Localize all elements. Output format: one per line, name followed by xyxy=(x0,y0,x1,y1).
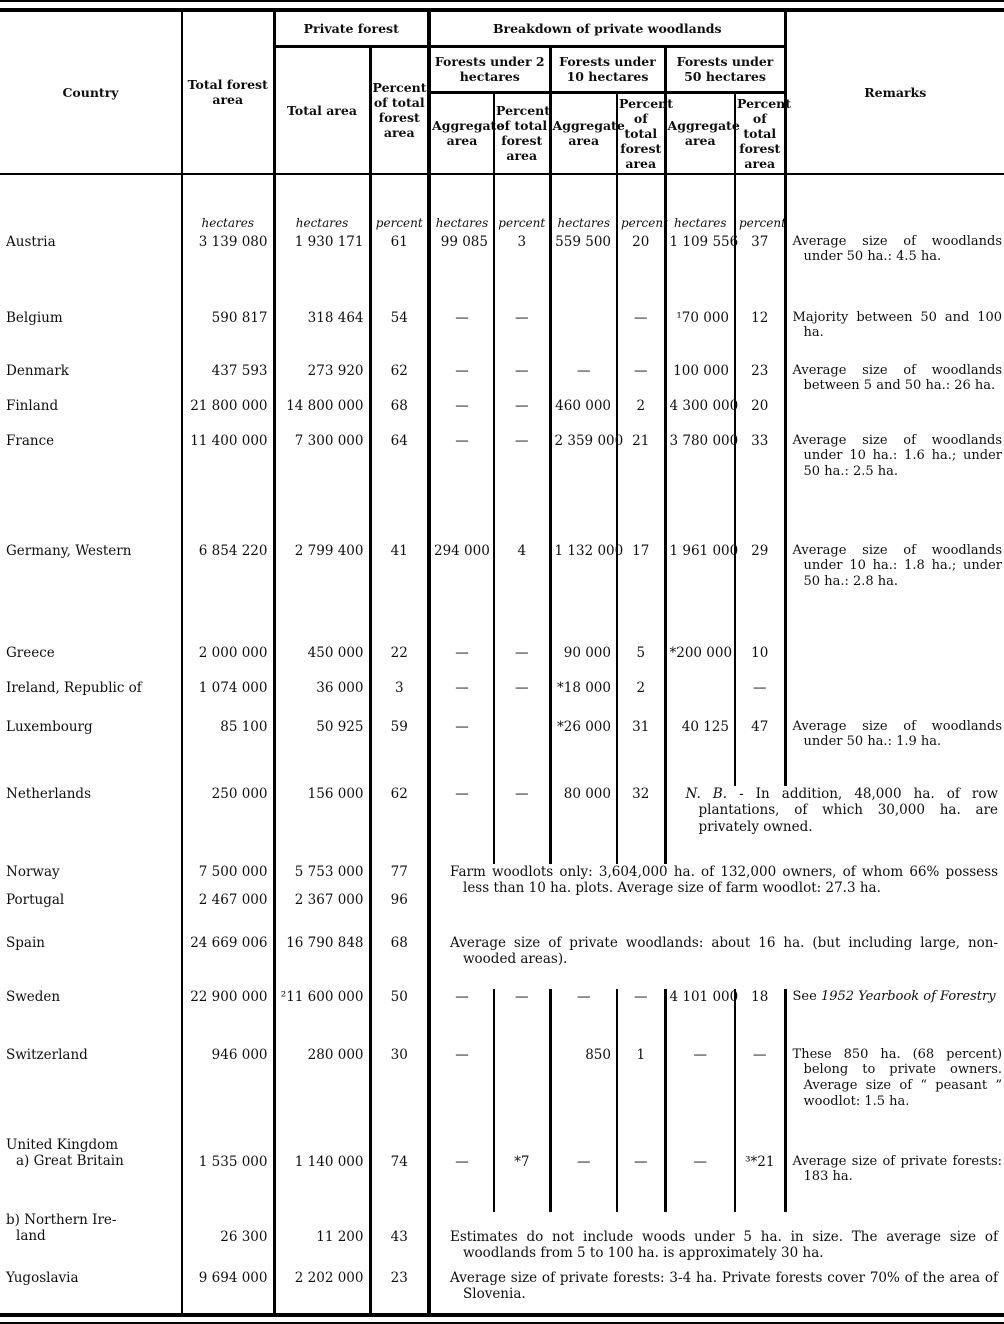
under10-area-cell: 80 000 xyxy=(550,786,617,864)
col-group-breakdown: Breakdown of private woodlands xyxy=(429,10,785,46)
under10-pct-cell: 5 xyxy=(617,645,665,680)
table-row xyxy=(0,864,1004,892)
country-cell: Yugoslavia xyxy=(6,1269,79,1286)
total-area-cell: 1 535 000 xyxy=(182,1137,274,1212)
under10-pct-cell: 32 xyxy=(617,786,665,864)
table-row xyxy=(0,363,1004,398)
country-cell: Netherlands xyxy=(6,785,91,802)
country-cell: Germany, Western xyxy=(6,542,132,559)
under2-area-cell: — xyxy=(429,719,494,786)
under50-pct-cell: 47 xyxy=(735,719,785,786)
under10-pct-cell: 2 xyxy=(617,398,665,433)
country-cell: Spain xyxy=(6,934,45,951)
table-row xyxy=(0,1137,1004,1212)
country-cell: Luxembourg xyxy=(6,718,93,735)
table-row xyxy=(0,543,1004,645)
table-row xyxy=(0,1212,1004,1270)
note-text-part: - In addition, 48,000 ha. of row plantations, of which 30,000 ha. are privately owned. xyxy=(698,785,999,836)
col-header-aggregate-area: Aggregate area xyxy=(429,92,494,174)
private-total-cell: 318 464 xyxy=(274,310,370,363)
private-total-cell: 36 000 xyxy=(274,680,370,719)
private-total-cell: 50 925 xyxy=(274,719,370,786)
under10-pct-cell: — xyxy=(617,989,665,1047)
table-row xyxy=(0,310,1004,363)
country-line-1: United Kingdom xyxy=(6,1136,119,1153)
private-total-cell: 14 800 000 xyxy=(274,398,370,433)
remark-text-part: See xyxy=(792,988,821,1004)
private-total-cell: 5 753 000 xyxy=(274,864,370,892)
private-total-cell: 16 790 848 xyxy=(274,935,370,989)
under2-pct-cell: — xyxy=(494,363,550,398)
under2-pct-cell: — xyxy=(494,645,550,680)
under50-pct-cell: 37 xyxy=(735,234,785,310)
col-group-under-2ha: Forests under 2 hectares xyxy=(429,46,550,92)
under2-area-cell: — xyxy=(429,680,494,719)
under2-area-cell: — xyxy=(429,310,494,363)
table-row xyxy=(0,989,1004,1047)
spanning-note-cell: Estimates do not include woods under 5 ha. in size. The average size of woodlands from 5 to 100 ha. is approximately 30 ha. xyxy=(429,1212,1004,1270)
under2-pct-cell: — xyxy=(494,310,550,363)
under2-area-cell: — xyxy=(429,398,494,433)
under50-pct-cell: 23 xyxy=(735,363,785,398)
unit-label: hectares xyxy=(274,174,370,234)
col-header-percent: Percent of total forest area xyxy=(735,92,785,174)
total-area-cell: 1 074 000 xyxy=(182,680,274,719)
header-row-1 xyxy=(0,10,1004,46)
under50-pct-cell: 33 xyxy=(735,433,785,543)
spanning-note-cell: Average size of private forests: 3-4 ha. Private forests cover 70% of the area of Slovenia. xyxy=(429,1270,1004,1315)
private-pct-cell: 22 xyxy=(370,645,429,680)
private-pct-cell: 96 xyxy=(370,892,429,935)
private-pct-cell: 62 xyxy=(370,786,429,864)
country-line-2: a) Great Britain xyxy=(16,1152,124,1169)
col-header-remarks: Remarks xyxy=(785,10,1004,174)
under10-area-cell: — xyxy=(550,1137,617,1212)
bottom-rule xyxy=(0,1322,1004,1324)
spanning-note-cell: Average size of private woodlands: about 16 ha. (but including large, non-wooded areas). xyxy=(429,935,1004,989)
table-row xyxy=(0,645,1004,680)
under10-pct-cell: 2 xyxy=(617,680,665,719)
total-area-cell: 9 694 000 xyxy=(182,1270,274,1315)
under10-area-cell: — xyxy=(550,989,617,1047)
private-pct-cell: 50 xyxy=(370,989,429,1047)
table-row xyxy=(0,1270,1004,1315)
private-pct-cell: 54 xyxy=(370,310,429,363)
country-cell: Ireland, Republic of xyxy=(6,679,142,696)
remark-cell: Average size of private forests: 183 ha. xyxy=(785,1137,1004,1212)
under50-pct-cell: 18 xyxy=(735,989,785,1047)
remark-cell xyxy=(785,680,1004,719)
remark-cell: Majority between 50 and 100 ha. xyxy=(785,310,1004,363)
col-header-private-percent: Percent of total forest area xyxy=(370,46,429,174)
table-row xyxy=(0,719,1004,786)
under50-pct-cell: 12 xyxy=(735,310,785,363)
col-group-under-10ha: Forests under 10 hectares xyxy=(550,46,665,92)
under2-pct-cell: — xyxy=(494,989,550,1047)
col-header-total-forest-area: Total forest area xyxy=(182,10,274,174)
private-pct-cell: 74 xyxy=(370,1137,429,1212)
table-row xyxy=(0,786,1004,864)
country-cell: Greece xyxy=(6,644,55,661)
under10-pct-cell: 31 xyxy=(617,719,665,786)
country-cell: Austria xyxy=(6,233,56,250)
under50-pct-cell: ³*21 xyxy=(735,1137,785,1212)
units-row xyxy=(0,174,1004,234)
under2-pct-cell: 4 xyxy=(494,543,550,645)
under50-area-cell xyxy=(665,680,735,719)
country-cell: Switzerland xyxy=(6,1046,88,1063)
remark-cell: Average size of woodlands under 50 ha.: 1.9 ha. xyxy=(785,719,1004,786)
private-pct-cell: 68 xyxy=(370,935,429,989)
under10-pct-cell: — xyxy=(617,1137,665,1212)
total-area-cell: 437 593 xyxy=(182,363,274,398)
col-header-percent: Percent of total forest area xyxy=(494,92,550,174)
note-italic-part: N. B. xyxy=(685,785,728,802)
private-total-cell: 156 000 xyxy=(274,786,370,864)
under10-pct-cell: 17 xyxy=(617,543,665,645)
remark-cell: Average size of woodlands under 10 ha.: 1.6 ha.; under 50 ha.: 2.5 ha. xyxy=(785,433,1004,543)
under2-pct-cell: *7 xyxy=(494,1137,550,1212)
country-cell: Portugal xyxy=(6,891,65,908)
under2-area-cell: — xyxy=(429,433,494,543)
under10-area-cell: 559 500 xyxy=(550,234,617,310)
private-total-cell: 450 000 xyxy=(274,645,370,680)
under50-pct-cell: — xyxy=(735,680,785,719)
unit-label: percent xyxy=(494,174,550,234)
under50-pct-cell: — xyxy=(735,1047,785,1137)
under10-pct-cell: — xyxy=(617,310,665,363)
col-header-percent: Percent of total forest area xyxy=(617,92,665,174)
under2-area-cell: 99 085 xyxy=(429,234,494,310)
under50-area-cell: 40 125 xyxy=(665,719,735,786)
top-rule xyxy=(0,0,1004,2)
under50-area-cell: — xyxy=(665,1047,735,1137)
private-pct-cell: 30 xyxy=(370,1047,429,1137)
under50-area-cell: *200 000 xyxy=(665,645,735,680)
units-blank xyxy=(785,174,1004,234)
under10-area-cell: 850 xyxy=(550,1047,617,1137)
under10-pct-cell: — xyxy=(617,363,665,398)
under50-area-cell: — xyxy=(665,1137,735,1212)
table-row xyxy=(0,433,1004,543)
total-area-cell: 946 000 xyxy=(182,1047,274,1137)
private-total-cell: 280 000 xyxy=(274,1047,370,1137)
under10-area-cell: 90 000 xyxy=(550,645,617,680)
under50-pct-cell: 29 xyxy=(735,543,785,645)
table-row xyxy=(0,234,1004,310)
table-row xyxy=(0,680,1004,719)
total-area-cell: 85 100 xyxy=(182,719,274,786)
under50-area-cell: 1 961 000 xyxy=(665,543,735,645)
units-blank xyxy=(0,174,182,234)
country-cell: Denmark xyxy=(6,362,69,379)
under10-area-cell: *26 000 xyxy=(550,719,617,786)
under10-area-cell: 1 132 000 xyxy=(550,543,617,645)
unit-label: hectares xyxy=(182,174,274,234)
total-area-cell: 24 669 006 xyxy=(182,935,274,989)
private-total-cell: ²11 600 000 xyxy=(274,989,370,1047)
country-cell: France xyxy=(6,432,55,449)
under10-area-cell xyxy=(550,310,617,363)
under50-pct-cell: 10 xyxy=(735,645,785,680)
under50-area-cell: ¹70 000 xyxy=(665,310,735,363)
remark-cell: Average size of woodlands under 50 ha.: 4.5 ha. xyxy=(785,234,1004,310)
table-row xyxy=(0,935,1004,989)
total-area-cell: 2 000 000 xyxy=(182,645,274,680)
unit-label: hectares xyxy=(665,174,735,234)
under10-area-cell: 2 359 000 xyxy=(550,433,617,543)
under2-area-cell: 294 000 xyxy=(429,543,494,645)
total-area-cell: 2 467 000 xyxy=(182,892,274,935)
remark-cell xyxy=(785,645,1004,680)
under2-pct-cell xyxy=(494,719,550,786)
country-line-2: land xyxy=(16,1227,46,1244)
under50-area-cell: 100 000 xyxy=(665,363,735,398)
private-total-cell: 273 920 xyxy=(274,363,370,398)
remark-cell: Average size of woodlands under 10 ha.: 1.8 ha.; under 50 ha.: 2.8 ha. xyxy=(785,543,1004,645)
private-total-cell: 2 202 000 xyxy=(274,1270,370,1315)
country-cell: Sweden xyxy=(6,988,61,1005)
under10-area-cell: — xyxy=(550,363,617,398)
under2-area-cell: — xyxy=(429,1137,494,1212)
private-pct-cell: 68 xyxy=(370,398,429,433)
under10-pct-cell: 21 xyxy=(617,433,665,543)
total-area-cell: 250 000 xyxy=(182,786,274,864)
private-pct-cell: 23 xyxy=(370,1270,429,1315)
under2-area-cell: — xyxy=(429,1047,494,1137)
under10-area-cell: 460 000 xyxy=(550,398,617,433)
country-cell: Finland xyxy=(6,397,59,414)
private-pct-cell: 62 xyxy=(370,363,429,398)
unit-label: percent xyxy=(370,174,429,234)
col-header-private-total-area: Total area xyxy=(274,46,370,174)
country-cell: Norway xyxy=(6,863,60,880)
private-pct-cell: 64 xyxy=(370,433,429,543)
under50-area-cell: 4 101 000 xyxy=(665,989,735,1047)
col-header-aggregate-area: Aggregate area xyxy=(550,92,617,174)
under2-pct-cell: — xyxy=(494,680,550,719)
under2-pct-cell: 3 xyxy=(494,234,550,310)
private-total-cell: 11 200 xyxy=(274,1212,370,1270)
private-pct-cell: 59 xyxy=(370,719,429,786)
spanning-note-cell xyxy=(665,786,1004,864)
remark-cell: Average size of woodlands between 5 and 50 ha.: 26 ha. xyxy=(785,363,1004,433)
total-area-cell: 590 817 xyxy=(182,310,274,363)
country-cell: Belgium xyxy=(6,309,63,326)
under10-pct-cell: 20 xyxy=(617,234,665,310)
total-area-cell: 3 139 080 xyxy=(182,234,274,310)
under2-area-cell: — xyxy=(429,363,494,398)
under2-area-cell: — xyxy=(429,989,494,1047)
private-pct-cell: 77 xyxy=(370,864,429,892)
total-area-cell: 7 500 000 xyxy=(182,864,274,892)
total-area-cell: 26 300 xyxy=(182,1212,274,1270)
under2-pct-cell xyxy=(494,1047,550,1137)
unit-label: percent xyxy=(735,174,785,234)
unit-label: hectares xyxy=(550,174,617,234)
private-pct-cell: 41 xyxy=(370,543,429,645)
under50-pct-cell: 20 xyxy=(735,398,785,433)
unit-label: percent xyxy=(617,174,665,234)
country-line-1: b) Northern Ire- xyxy=(6,1211,117,1228)
under2-pct-cell: — xyxy=(494,786,550,864)
country-cell xyxy=(0,1212,182,1270)
remark-cell xyxy=(785,989,1004,1047)
private-total-cell: 7 300 000 xyxy=(274,433,370,543)
under50-area-cell: 4 300 000 xyxy=(665,398,735,433)
private-total-cell: 1 140 000 xyxy=(274,1137,370,1212)
country-cell xyxy=(0,1137,182,1212)
total-area-cell: 21 800 000 xyxy=(182,398,274,433)
under10-area-cell: *18 000 xyxy=(550,680,617,719)
private-pct-cell: 61 xyxy=(370,234,429,310)
forest-statistics-table xyxy=(0,8,1004,1317)
col-group-private-forest: Private forest xyxy=(274,10,429,46)
under2-pct-cell: — xyxy=(494,398,550,433)
total-area-cell: 22 900 000 xyxy=(182,989,274,1047)
spanning-note-cell: Farm woodlots only: 3,604,000 ha. of 132,000 owners, of whom 66% possess less than 10 ha. plots. Average size of farm woodlot: 27.3 ha. xyxy=(429,864,1004,935)
col-header-country: Country xyxy=(0,10,182,174)
total-area-cell: 6 854 220 xyxy=(182,543,274,645)
remark-cell: These 850 ha. (68 percent) belong to private owners. Average size of “ peasant ” woodlot: 1.5 ha. xyxy=(785,1047,1004,1137)
under50-area-cell: 3 780 000 xyxy=(665,433,735,543)
under50-area-cell: 1 109 556 xyxy=(665,234,735,310)
private-pct-cell: 3 xyxy=(370,680,429,719)
private-total-cell: 2 367 000 xyxy=(274,892,370,935)
under2-area-cell: — xyxy=(429,645,494,680)
under2-area-cell: — xyxy=(429,786,494,864)
private-pct-cell: 43 xyxy=(370,1212,429,1270)
col-group-under-50ha: Forests under 50 hectares xyxy=(665,46,785,92)
unit-label: hectares xyxy=(429,174,494,234)
remark-italic-part: 1952 Yearbook of Forestry xyxy=(820,988,996,1004)
under2-pct-cell: — xyxy=(494,433,550,543)
total-area-cell: 11 400 000 xyxy=(182,433,274,543)
under10-pct-cell: 1 xyxy=(617,1047,665,1137)
table-row xyxy=(0,1047,1004,1137)
private-total-cell: 1 930 171 xyxy=(274,234,370,310)
col-header-aggregate-area: Aggregate area xyxy=(665,92,735,174)
private-total-cell: 2 799 400 xyxy=(274,543,370,645)
